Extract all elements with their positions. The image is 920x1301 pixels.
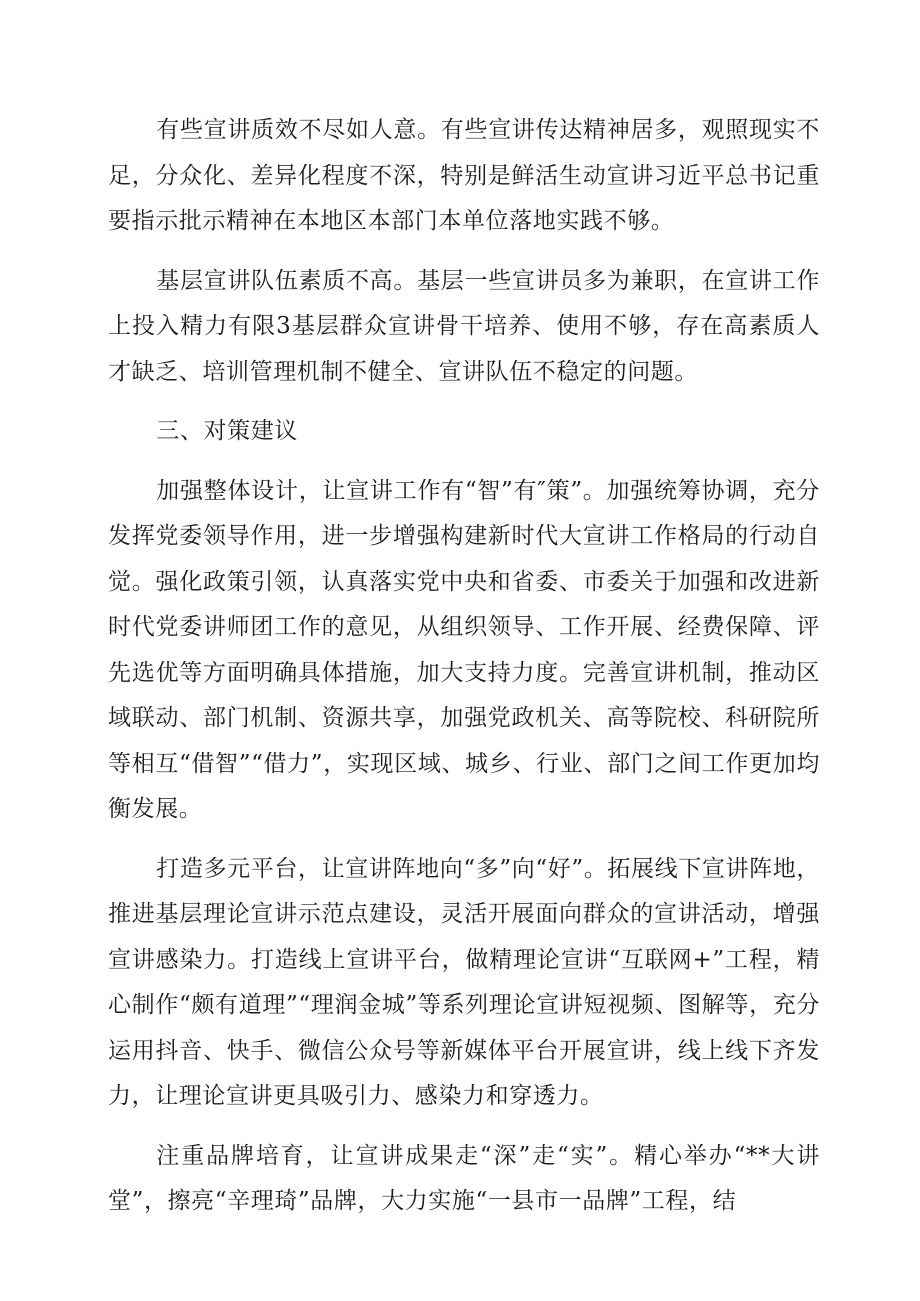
paragraph-brand-building: 注重品牌培育，让宣讲成果走“深”走“实”。精心举办“**大讲堂”，擦亮“辛理琦”品牌，大力实施“一县市一品牌”工程，结 bbox=[108, 1142, 820, 1214]
paragraph-team-quality: 基层宣讲队伍素质不高。基层一些宣讲员多为兼职，在宣讲工作上投入精力有限3基层群众宣讲骨干培养、使用不够，存在高素质人才缺乏、培训管理机制不健全、宣讲队伍不稳定的问题。 bbox=[108, 267, 820, 385]
paragraph-platforms: 打造多元平台，让宣讲阵地向“多”向“好”。拓展线下宣讲阵地，推进基层理论宣讲示范点建设，灵活开展面向群众的宣讲活动，增强宣讲感染力。打造线上宣讲平台，做精理论宣讲“互联网+”工程，精心制作“颇有道理”“理润金城”等系列理论宣讲短视频、图解等，充分运用抖音、快手、微信公众号等新媒体平台开展宣讲，线上线下齐发力，让理论宣讲更具吸引力、感染力和穿透力。 bbox=[108, 855, 820, 1109]
paragraph-overall-design: 加强整体设计，让宣讲工作有“智”有″策”。加强统筹协调，充分发挥党委领导作用，进一步增强构建新时代大宣讲工作格局的行动自觉。强化政策引领，认真落实党中央和省委、市委关于加强和改进新时代党委讲师团工作的意见，从组织领导、工作开展、经费保障、评先选优等方面明确具体措施，加大支持力度。完善宣讲机制，推动区域联动、部门机制、资源共享，加强党政机关、高等院校、科研院所等相互“借智”“借力”，实现区域、城乡、行业、部门之间工作更加均衡发展。 bbox=[108, 477, 820, 822]
paragraph-effectiveness: 有些宣讲质效不尽如人意。有些宣讲传达精神居多，观照现实不足，分众化、差异化程度不深，特别是鲜活生动宣讲习近平总书记重要指示批示精神在本地区本部门本单位落地实践不够。 bbox=[108, 117, 820, 234]
section-heading-countermeasures: 三、对策建议 bbox=[156, 418, 298, 444]
document-body bbox=[108, 108, 820, 1239]
